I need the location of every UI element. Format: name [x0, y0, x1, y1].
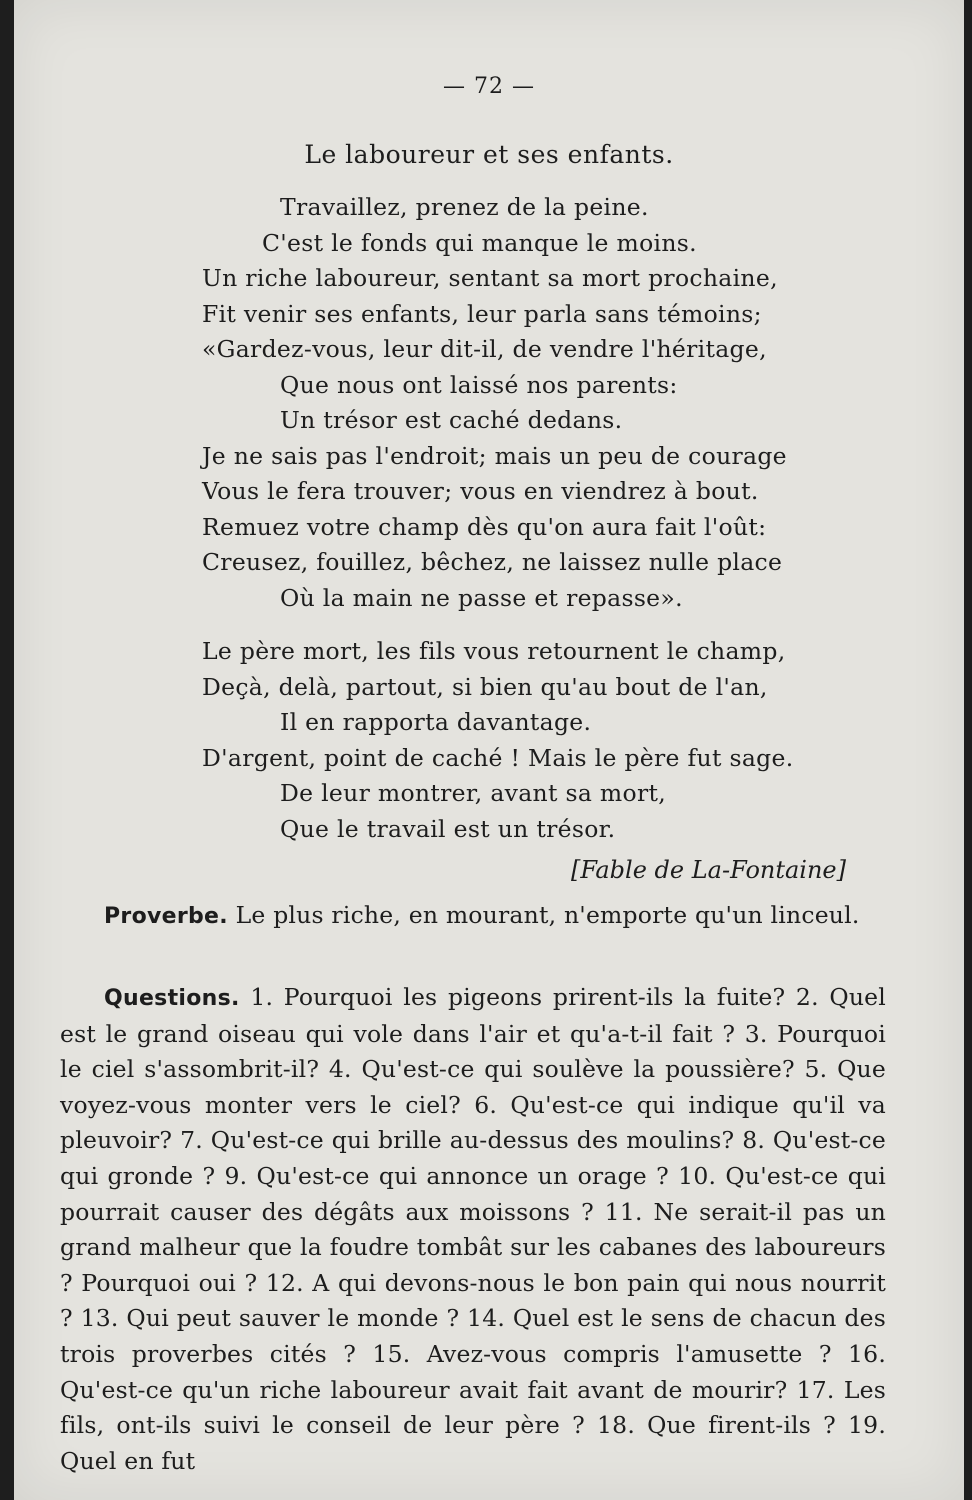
poem-line: Deçà, delà, partout, si bien qu'au bout de l'an,: [202, 672, 768, 701]
poem-line: D'argent, point de caché ! Mais le père fut sage.: [202, 743, 794, 772]
poem-line: Où la main ne passe et repasse».: [280, 583, 683, 612]
poem-line: Il en rapporta davantage.: [280, 708, 592, 736]
questions-label: Questions.: [104, 986, 240, 1011]
poem-line: Vous le fera trouver; vous en viendrez à bout.: [202, 477, 759, 505]
poem-line: De leur montrer, avant sa mort,: [280, 779, 666, 807]
proverb-label: Proverbe.: [104, 904, 228, 929]
poem-line: Creusez, fouillez, bêchez, ne laissez nulle place: [202, 548, 783, 576]
poem-line: Que le travail est un trésor.: [280, 814, 616, 843]
poem-title: Le laboureur et ses enfants.: [304, 140, 674, 169]
poem-line: Je ne sais pas l'endroit; mais un peu de courage: [202, 441, 787, 470]
proverb-paragraph: [60, 898, 886, 935]
poem-body: [184, 190, 884, 847]
poem-attribution: [Fable de La-Fontaine]: [570, 856, 846, 884]
poem-line: Travaillez, prenez de la peine.: [280, 193, 649, 221]
page-number: — 72 —: [443, 74, 535, 99]
poem-line: Un riche laboureur, sentant sa mort prochaine,: [202, 264, 778, 292]
poem-line: C'est le fonds qui manque le moins.: [262, 228, 697, 257]
poem-line: Un trésor est caché dedans.: [280, 406, 623, 434]
poem-line: Le père mort, les fils vous retournent le champ,: [202, 637, 786, 665]
poem-line: «Gardez-vous, leur dit-il, de vendre l'héritage,: [202, 335, 767, 363]
questions-paragraph: [60, 980, 886, 1479]
proverb-text: Le plus riche, en mourant, n'emporte qu'un linceul.: [235, 901, 860, 929]
poem-line: Que nous ont laissé nos parents:: [280, 370, 678, 399]
book-page: [14, 0, 964, 1500]
poem-line: Remuez votre champ dès qu'on aura fait l'oût:: [202, 512, 767, 541]
questions-text: 1. Pourquoi les pigeons prirent-ils la fuite? 2. Quel est le grand oiseau qui vole dans l'air et qu'a-t-il fait ? 3. Pourquoi le ciel s'assombrit-il? 4. Qu'est-ce qui soulève la poussière? 5. Que voyez-vous monter vers le ciel? 6. Qu'est-ce qui indique qu'il va pleuvoir? 7. Qu'est-ce qui brille au-dessus des moulins? 8. Qu'est-ce qui gronde ? 9. Qu'est-ce qui annonce un orage ? 10. Qu'est-ce qui pourrait causer des dégâts aux moissons ? 11. Ne serait-il pas un grand malheur que la foudre tombât sur les cabanes des laboureurs ? Pourquoi oui ? 12. A qui devons-nous le bon pain qui nous nourrit ? 13. Qui peut sauver le monde ? 14. Quel est le sens de chacun des trois proverbes cités ? 15. Avez-vous compris l'amusette ? 16. Qu'est-ce qu'un riche laboureur avait fait avant de mourir? 17. Les fils, ont-ils suivi le conseil de leur père ? 18. Que firent-ils ? 19. Quel en fut: [60, 983, 886, 1475]
poem-line: Fit venir ses enfants, leur parla sans témoins;: [202, 299, 762, 328]
